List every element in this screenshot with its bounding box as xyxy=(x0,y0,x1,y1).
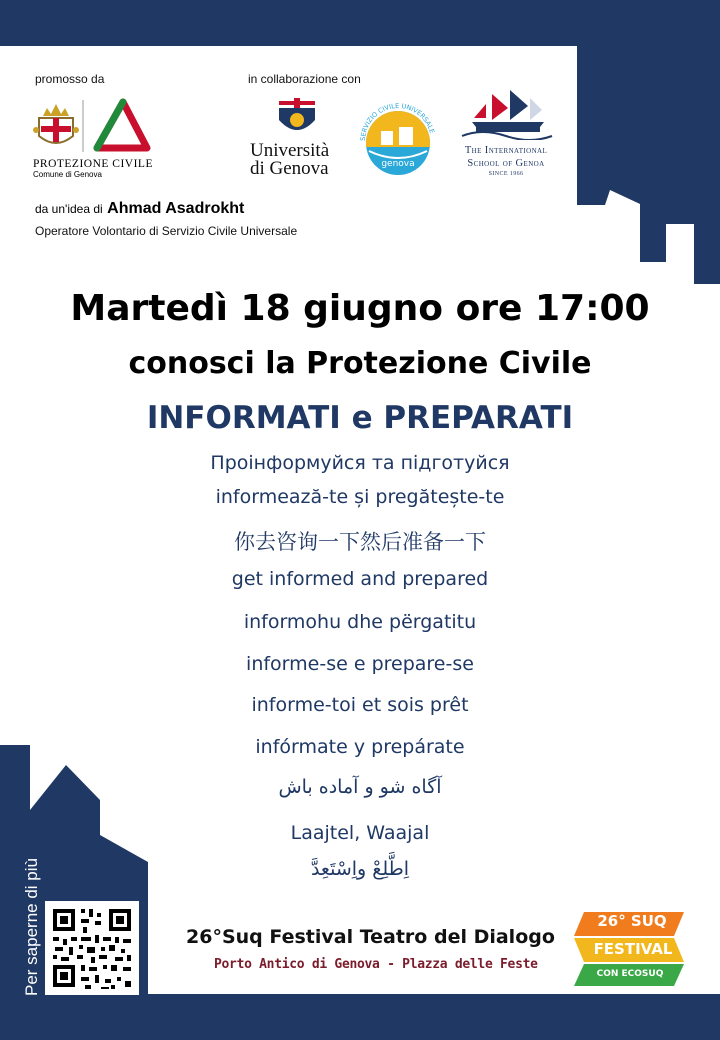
suq-festival-logo xyxy=(570,910,686,988)
translation-romanian: informează-te și pregătește-te xyxy=(215,486,505,508)
festival-title: 26°Suq Festival Teatro del Dialogo xyxy=(186,926,555,948)
universita-genova-logo xyxy=(250,96,345,181)
idea-author: Ahmad Asadrokht xyxy=(107,200,245,217)
translation-arabic: اِطَّلِعْ واِسْتَعِدَّ xyxy=(310,858,410,880)
protezione-sub: Comune di Genova xyxy=(33,170,102,179)
protezione-civile-logo xyxy=(33,96,158,186)
univ-line1: Università xyxy=(250,140,330,161)
promoted-by-label: promosso da xyxy=(35,72,105,86)
translation-chinese: 你去咨询一下然后准备一下 xyxy=(234,530,486,554)
translation-wolof: Laajtel, Waajal xyxy=(290,822,430,844)
ship-icon xyxy=(452,88,560,140)
protezione-name: PROTEZIONE CIVILE xyxy=(33,158,153,170)
translation-persian: آگاه شو و آماده باش xyxy=(278,776,442,798)
international-school-logo xyxy=(452,88,560,180)
qr-code-icon xyxy=(45,901,139,995)
servizio-civile-logo xyxy=(355,95,441,181)
festival-place: Porto Antico di Genova - Plazza delle Feste xyxy=(214,957,538,972)
qr-code[interactable] xyxy=(45,901,139,995)
event-subtitle: conosci la Protezione Civile xyxy=(128,346,592,381)
event-headline: INFORMATI e PREPARATI xyxy=(146,400,574,436)
univ-line2: di Genova xyxy=(250,158,329,179)
translation-spanish: infórmate y prepárate xyxy=(255,736,465,758)
isg-name-line2: School of Genoa xyxy=(467,158,545,169)
collab-label: in collaborazione con xyxy=(248,72,361,86)
scu-city: genova xyxy=(381,159,415,169)
translation-ukrainian: Проінформуйся та підготуйся xyxy=(210,452,510,474)
event-date-line: Martedì 18 giugno ore 17:00 xyxy=(70,288,650,329)
scu-ring-text: SERVIZIO CIVILE UNIVERSALE xyxy=(358,101,437,142)
translation-portuguese: informe-se e prepare-se xyxy=(246,653,474,675)
suq-logo-line1: 26° SUQ xyxy=(597,912,667,930)
genova-crest-icon xyxy=(33,96,158,156)
isg-name-line1: The International xyxy=(464,145,548,156)
isg-since: SINCE 1966 xyxy=(488,171,524,177)
suq-logo-line2: FESTIVAL xyxy=(593,940,673,958)
scu-circle-icon xyxy=(355,95,441,181)
suq-logo-line3: CON ECOSUQ xyxy=(596,969,664,979)
idea-role: Operatore Volontario di Servizio Civile Universale xyxy=(35,224,298,238)
idea-credit xyxy=(35,200,244,218)
more-info-label: Per saperne di più xyxy=(22,858,41,996)
translation-french: informe-toi et sois prêt xyxy=(251,694,469,716)
translation-albanian: informohu dhe përgatitu xyxy=(243,611,477,633)
idea-prefix: da un'idea di xyxy=(35,202,103,216)
unige-shield-icon xyxy=(277,96,317,140)
translation-english: get informed and prepared xyxy=(231,568,489,590)
